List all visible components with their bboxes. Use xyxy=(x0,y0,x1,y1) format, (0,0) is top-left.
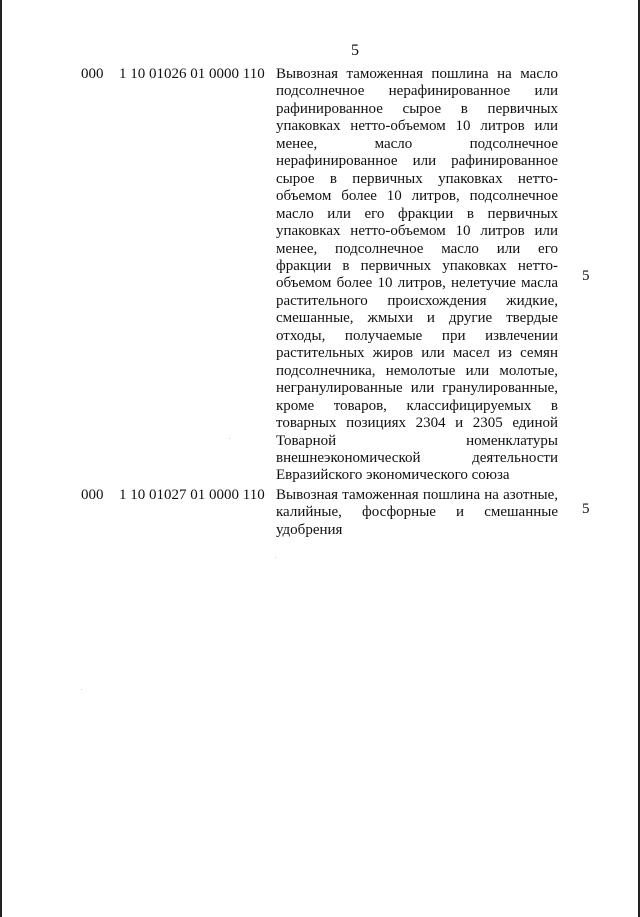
budget-code: 1 10 01026 01 0000 110 xyxy=(119,66,265,82)
revenue-name: Вывозная таможенная пошлина на масло подсолнечное нерафинированное или рафинированное сырое в первичных упаковках нетто-объемом 10 литров или менее, масло подсолнечное нерафинированное или рафинированное сырое в первичных упаковках нетто-объемом более 10 литров, подсолнечное масло или его фракции в первичных упаковках нетто-объемом 10 литров или менее, подсолнечное масло или его фракции в первичных упаковках нетто-объемом более 10 литров, нелетучие масла растительного происхождения жидкие, смешанные, жмыхи и другие твердые отходы, получаемые при извлечении растительных жиров или масел из семян подсолнечника, немолотые или молотые, негранулированные или гранулированные, кроме товаров, классифицируемых в товарных позициях 2304 и 2305 единой Товарной номенклатуры внешнеэкономической деятельности Евразийского экономического союза xyxy=(276,66,558,484)
admin-code: 000 xyxy=(81,487,104,503)
distribution-norm: 5 xyxy=(582,268,590,284)
scan-speck xyxy=(275,557,276,558)
budget-code: 1 10 01027 01 0000 110 xyxy=(119,487,265,503)
scan-border-left xyxy=(0,0,2,917)
distribution-norm: 5 xyxy=(582,501,590,517)
scan-speck xyxy=(229,438,230,439)
admin-code: 000 xyxy=(81,66,104,82)
revenue-name: Вывозная таможенная пошлина на азотные, калийные, фосфорные и смешанные удобрения xyxy=(276,487,558,538)
page-number: 5 xyxy=(351,42,359,59)
scan-speck xyxy=(81,689,82,690)
